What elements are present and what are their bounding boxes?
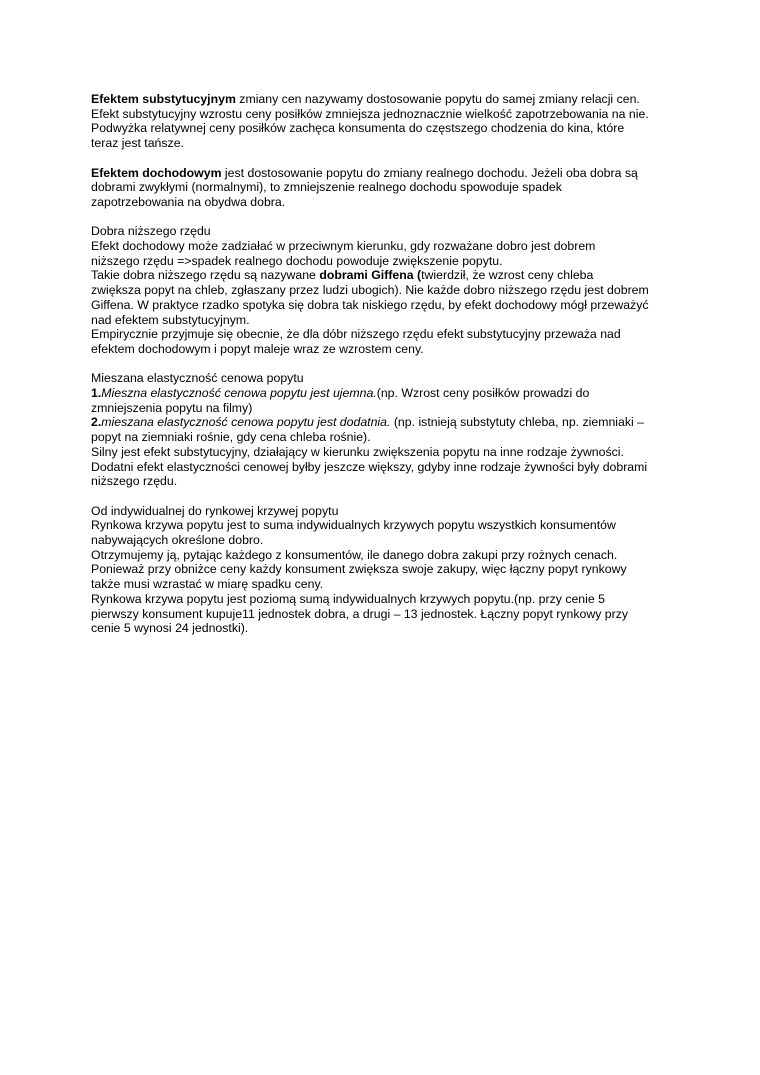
paragraph-inferior-goods bbox=[91, 224, 681, 356]
text-line: niższego rzędu. bbox=[91, 474, 178, 489]
text-line bbox=[91, 415, 681, 430]
text-line bbox=[91, 386, 681, 401]
document-page bbox=[91, 92, 681, 636]
text-line bbox=[91, 92, 681, 107]
text-line: Otrzymujemy ją, pytając każdego z konsumentów, ile danego dobra zakupi przy rożnych cenach. bbox=[91, 547, 618, 562]
text-line: nad efektem substytucyjnym. bbox=[91, 312, 250, 327]
term-income-effect: Efektem dochodowym bbox=[91, 165, 222, 180]
paragraph-market-demand bbox=[91, 504, 681, 636]
text-line: Rynkowa krzywa popytu jest poziomą sumą indywidualnych krzywych popytu.(np. przy cenie 5 bbox=[91, 591, 605, 606]
section-heading: Od indywidualnej do rynkowej krzywej popytu bbox=[91, 503, 339, 518]
paragraph-income-effect bbox=[91, 166, 681, 210]
text-line bbox=[91, 166, 681, 181]
text-line: zmniejszenia popytu na filmy) bbox=[91, 400, 253, 415]
list-number: 1. bbox=[91, 386, 102, 401]
text-span: (np. istnieją substytuty chleba, np. ziemniaki – bbox=[390, 415, 645, 430]
text-span: twierdził, że wzrost ceny chleba bbox=[421, 268, 594, 283]
text-span: zmiany cen nazywamy dostosowanie popytu do samej zmiany relacji cen. bbox=[235, 92, 640, 106]
text-line: efektem dochodowym i popyt maleje wraz ze wzrostem ceny. bbox=[91, 341, 424, 356]
text-span: Takie dobra niższego rzędu są nazywane bbox=[91, 268, 320, 283]
text-span: jest dostosowanie popytu do zmiany realnego dochodu. Jeżeli oba dobra są bbox=[221, 165, 638, 180]
list-number: 2. bbox=[91, 415, 102, 430]
term-giffen-goods: dobrami Giffena ( bbox=[319, 268, 422, 283]
paragraph-substitution-effect bbox=[91, 92, 681, 151]
text-line: dobrami zwykłymi (normalnymi), to zmniejszenie realnego dochodu spowoduje spadek bbox=[91, 180, 562, 195]
text-line: Silny jest efekt substytucyjny, działający w kierunku zwiększenia popytu na inne rodzaje żywności. bbox=[91, 444, 624, 459]
text-line: niższego rzędu =>spadek realnego dochodu powoduje zwiększenie popytu. bbox=[91, 253, 503, 268]
text-line: Dodatni efekt elastyczności cenowej byłby jeszcze większy, gdyby inne rodzaje żywności były dobrami bbox=[91, 459, 648, 474]
text-line: Empirycznie przyjmuje się obecnie, że dla dóbr niższego rzędu efekt substytucyjny przeważa nad bbox=[91, 327, 621, 342]
text-line: cenie 5 wynosi 24 jednostki). bbox=[91, 621, 249, 636]
text-line: zwiększa popyt na chleb, zgłaszany przez ludzi ubogich). Nie każde dobro niższego rzędu jest dobrem bbox=[91, 283, 649, 298]
text-line: pierwszy konsument kupuje11 jednostek dobra, a drugi – 13 jednostek. Łączny popyt rynkowy przy bbox=[91, 606, 629, 621]
text-span: (np. Wzrost ceny posiłków prowadzi do bbox=[376, 386, 590, 401]
text-line: Efekt substytucyjny wzrostu ceny posiłków zmniejsza jednoznacznie wielkość zapotrzebowania na nie. bbox=[91, 106, 649, 121]
text-line: popyt na ziemniaki rośnie, gdy cena chleba rośnie). bbox=[91, 430, 371, 445]
text-line: zapotrzebowania na obydwa dobra. bbox=[91, 194, 286, 209]
text-line: także musi wzrastać w miarę spadku ceny. bbox=[91, 577, 324, 592]
italic-statement: mieszana elastyczność cenowa popytu jest dodatnia. bbox=[101, 415, 391, 430]
term-substitution-effect: Efektem substytucyjnym bbox=[91, 92, 236, 106]
text-line: teraz jest tańsze. bbox=[91, 136, 184, 151]
paragraph-cross-elasticity bbox=[91, 371, 681, 489]
text-line: Giffena. W praktyce rzadko spotyka się dobra tak niskiego rzędu, by efekt dochodowy mógł przeważyć bbox=[91, 297, 649, 312]
text-line bbox=[91, 268, 681, 283]
text-line: Efekt dochodowy może zadziałać w przeciwnym kierunku, gdy rozważane dobro jest dobrem bbox=[91, 239, 596, 253]
section-heading: Dobra niższego rzędu bbox=[91, 224, 211, 239]
italic-statement: Mieszna elastyczność cenowa popytu jest ujemna. bbox=[101, 386, 377, 401]
paragraph-gap bbox=[91, 151, 681, 166]
text-line: nabywających określone dobro. bbox=[91, 533, 264, 548]
text-line: Podwyżka relatywnej ceny posiłków zachęca konsumenta do częstszego chodzenia do kina, które bbox=[91, 121, 625, 136]
text-line: Ponieważ przy obniżce ceny każdy konsument zwiększa swoje zakupy, więc łączny popyt rynkowy bbox=[91, 562, 627, 577]
paragraph-gap bbox=[91, 489, 681, 504]
paragraph-gap bbox=[91, 357, 681, 372]
section-heading: Mieszana elastyczność cenowa popytu bbox=[91, 371, 304, 386]
paragraph-gap bbox=[91, 210, 681, 225]
text-line: Rynkowa krzywa popytu jest to suma indywidualnych krzywych popytu wszystkich konsumentów bbox=[91, 518, 616, 533]
